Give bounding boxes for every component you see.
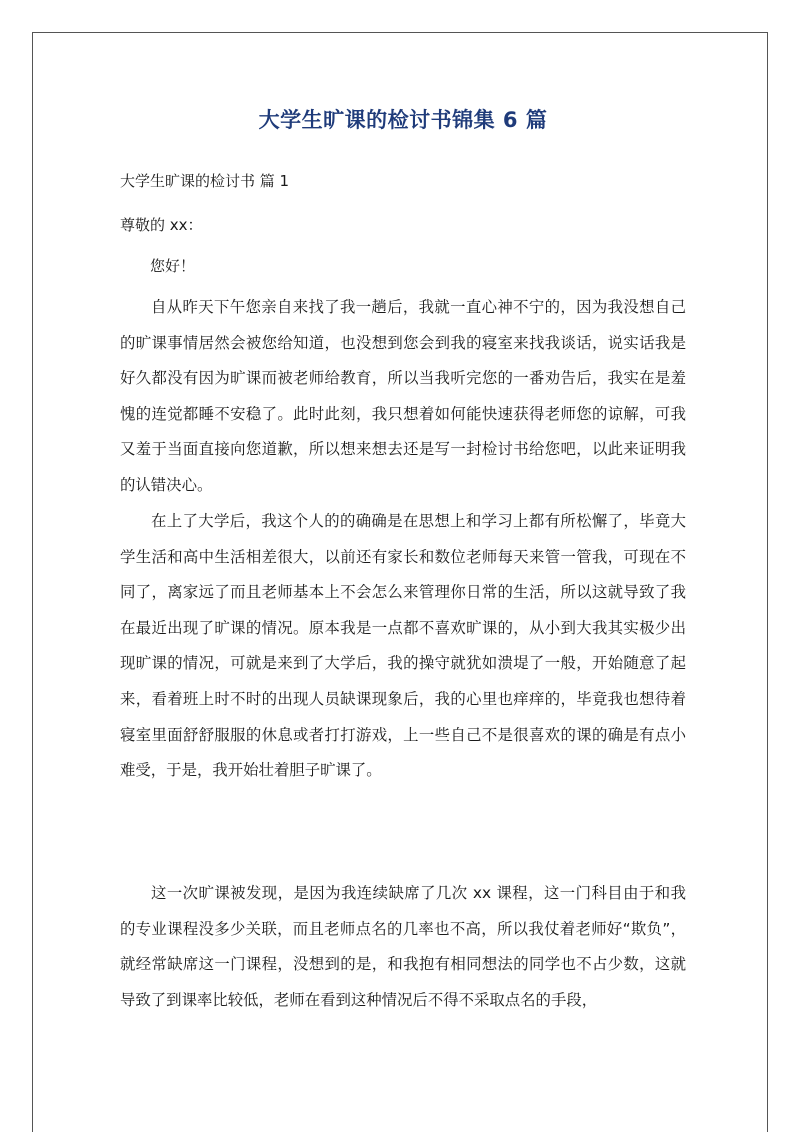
greeting: 您好！ — [150, 257, 196, 275]
document-title: 大学生旷课的检讨书锦集 6 篇 — [258, 108, 548, 132]
paragraph: 这一次旷课被发现，是因为我连续缺席了几次 xx 课程，这一门科目由于和我的专业课程没多少关联，而且老师点名的几率也不高，所以我仗着老师好“欺负”，就经常缺席这一门课程，没想到的是，和我抱有相同想法的同学也不占少数，这就导致了到课率比较低，老师在看到这种情况后不得不采取点名的手段， — [120, 884, 686, 1009]
paragraph: 在上了大学后，我这个人的的确确是在思想上和学习上都有所松懈了，毕竟大学生活和高中生活相差很大，以前还有家长和数位老师每天来管一管我，可现在不同了，离家远了而且老师基本上不会怎么来管理你日常的生活，所以这就导致了我在最近出现了旷课的情况。原本我是一点都不喜欢旷课的，从小到大我其实极少出现旷课的情况，可就是来到了大学后，我的操守就犹如溃堤了一般，开始随意了起来，看着班上时不时的出现人员缺课现象后，我的心里也痒痒的，毕竟我也想待着寝室里面舒舒服服的休息或者打打游戏，上一些自己不是很喜欢的课的确是有点小难受，于是，我开始壮着胆子旷课了。 — [120, 512, 686, 780]
salutation: 尊敬的 xx： — [120, 216, 203, 234]
paragraph: 自从昨天下午您亲自来找了我一趟后，我就一直心神不宁的，因为我没想自己的旷课事情居然会被您给知道，也没想到您会到我的寝室来找我谈话，说实话我是好久都没有因为旷课而被老师给教育，所以当我听完您的一番劝告后，我实在是羞愧的连觉都睡不安稳了。此时此刻，我只想着如何能快速获得老师您的谅解，可我又羞于当面直接向您道歉，所以想来想去还是写一封检讨书给您吧，以此来证明我的认错决心。 — [120, 298, 686, 494]
section-heading: 大学生旷课的检讨书 篇 1 — [120, 172, 290, 190]
